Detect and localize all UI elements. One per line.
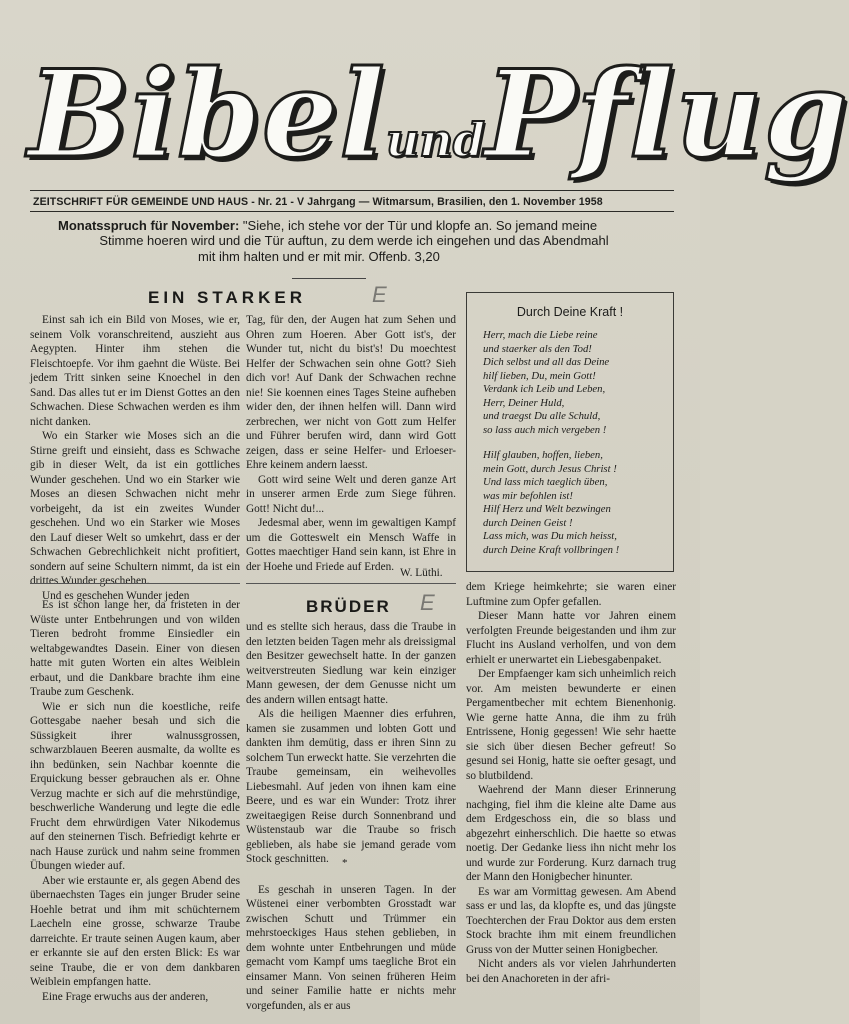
article-title-brueder: BRÜDER: [306, 597, 391, 616]
poem-line: Hilf glauben, hoffen, lieben,: [483, 449, 603, 461]
paragraph: Wo ein Starker wie Moses sich an die Stirne greift und einsieht, dass es Schwache gib in dieser Welt, da ist ein gottliches Wunder geschehen. Und wo ein Starker wie Moses an diesen Schwachen nicht mehr vorbeigeht, da ist ein zweites Wunder geschehen. Und wo ein Starker wie Moses den Lauf dieser Welt so umkehrt, dass er der Schwachen Gebrechlichkeit nicht profitiert, sondern auf seine Schultern nimmt, da ist ein drittes Wunder geschehen.: [30, 430, 240, 587]
title-bibel: Bibel: [28, 44, 386, 185]
article1-column2: [246, 313, 456, 574]
paragraph: Waehrend der Mann dieser Erinnerung nachging, fiel ihm die kleine alte Dame aus dem Erdgeschoss ein, die so blass und abgezehrt einherschlich. Die haette so etwas noetig. Der Gedanke liess ihn nicht mehr los und wurde zur Forderung. Kurz darnach trug der Mann den Honigbecher hinunter.: [466, 784, 676, 883]
poem-line: Herr, mach die Liebe reine: [483, 329, 598, 341]
paragraph: Einst sah ich ein Bild von Moses, wie er, seinem Volk voranschreitend, auszieht aus Aegypten. Hinter ihm stehen die Fleischtoepfe. Vor ihm gaehnt die Wüste. Bei jedem Tritt sinken seine Knoechel in den Sand. Das alles tut er im Dienst Gottes an den Schwachen. Diese Schwachen werden es ihm nicht danken.: [30, 314, 240, 428]
title-pflug: Pflug: [484, 44, 849, 185]
paragraph: Jedesmal aber, wenn im gewaltigen Kampf um die Gotteswelt ein Mensch Waffe in Gottes maechtiger Hand sein kann, ist Ehre in der Hoehe und Friede auf Erden.: [246, 517, 456, 573]
paragraph: Es war am Vormittag gewesen. Am Abend sass er und las, da klopfte es, und das jüngste Toechterchen der Frau Doktor aus dem ersten Stock brachte ihm mit einem freundlichen Gruss von der Mutter seinen Honigbecher.: [466, 885, 676, 956]
motto-line3: mit ihm halten und er mit mir. Offenb. 3,20: [198, 249, 440, 264]
paragraph: Gott wird seine Welt und deren ganze Art in unserer armen Erde zum Siege führen. Gott! Nicht du!...: [246, 473, 456, 515]
top-rule: [30, 190, 674, 191]
motto-divider: [292, 278, 366, 279]
paragraph: und es stellte sich heraus, dass die Traube in den letzten beiden Tagen mehr als dreissigmal den Besitzer gewechselt hatte. In der ganzen weitverstreuten Siedlung war kein einziger Mann gewesen, der dem Genusse nicht um des andern willen entsagt hatte.: [246, 621, 456, 706]
paragraph: Eine Frage erwuchs aus der anderen,: [42, 990, 209, 1003]
subtitle-rule: [30, 211, 674, 212]
motto-line1: "Siehe, ich stehe vor der Tür und klopfe an. So jemand meine: [239, 218, 598, 233]
masthead: [28, 40, 849, 190]
poem-line: Verdank ich Leib und Leben,: [483, 383, 606, 395]
poem-text: [483, 329, 668, 557]
column-rule: [246, 583, 456, 584]
article2-column3: [466, 580, 676, 986]
poem-line: Und lass mich taeglich üben,: [483, 476, 608, 488]
paragraph: Dieser Mann hatte vor Jahren einem verfolgten Freunde beigestanden und ihm zur Flucht ins Ausland verholfen, und von dem erhielt er unerwartet ein Liebesgabenpaket.: [466, 610, 676, 666]
motto-line2: Stimme hoeren wird und die Tür auftun, zu dem werde ich eingehen und das Abendmahl: [99, 233, 609, 248]
poem-line: so lass auch mich vergeben !: [483, 423, 607, 436]
paragraph: Wie er sich nun die koestliche, reife Gottesgabe naeher besah und sich die Süssigkeit ihrer walnussgrossen, schwarzblauen Beeren ausmalte, da wollte es ihn bedünken, sein Nachbar koennte die Erquickung besser gebrauchen als er. Ohne Verzug machte er sich auf die mehrstündige, beschwerliche Wanderung und legte die edle Frucht dem ehrwürdigen Vater Nikodemus auf den steinernen Tisch. Befriedigt kehrte er nach Hause zurück und nahm seine frommen Übungen wieder auf.: [30, 700, 240, 872]
handwritten-mark: E: [420, 590, 435, 615]
article2-column1: [30, 598, 240, 1004]
poem-line: und staerker als den Tod!: [483, 342, 592, 355]
poem-line: Dich selbst und all das Deine: [483, 356, 610, 368]
poem-line: was mir befohlen ist!: [483, 489, 573, 502]
article-title-ein-starker: EIN STARKER: [148, 288, 306, 307]
poem-line: durch Deine Kraft vollbringen !: [483, 543, 620, 556]
paragraph: Es ist schon lange her, da fristeten in der Wüste unter Entbehrungen und von wilden Tieren bedroht fromme Einsiedler ein weltabgewandtes Dasein. Einer von diesen hatte mit guten Worten ein altes Weiblein erbaut, und die Dankbare brachte ihm eine Traube zum Geschenk.: [30, 599, 240, 698]
paragraph: Als die heiligen Maenner dies erfuhren, kamen sie zusammen und lobten Gott und dankten ihm demütig, dass er ihren Sinn zu solchem Tun erweckt hatte. Sie verzehrten die Traube gemeinsam, ein weihevolles Liebesmahl. Auf jeden von ihnen kam eine Beere, und es war ein Wunder: Trotz ihrer zweitaegigen Reise durch Sonnenbrand und Wüstenstaub war die Traube so frisch geblieben, als habe sie jemand gerade vom Stock geschnitten.: [246, 708, 456, 865]
paragraph: Und es geschehen Wunder jeden: [42, 589, 190, 602]
article1-column1: [30, 313, 240, 603]
masthead-subtitle: ZEITSCHRIFT FÜR GEMEINDE UND HAUS - Nr. 21 - V Jahrgang — Witmarsum, Brasilien, den 1. November 1958: [33, 196, 603, 208]
section-star: *: [342, 857, 348, 869]
paragraph: dem Kriege heimkehrte; sie waren einer Luftmine zum Opfer gefallen.: [466, 581, 676, 608]
paragraph: Es geschah in unseren Tagen. In der Wüstenei einer verbombten Grosstadt war zwischen Schutt und Trümmer ein mehrstoeckiges Haus stehen geblieben, in dem wohnte unter Entbehrungen und müde gemacht vom Kampf ums taegliche Brot ein einsamer Mann. Von seinen früheren Heim und seiner Familie hatte er nichts mehr vorgefunden, als er aus: [246, 883, 456, 1012]
poem-box: [466, 292, 674, 572]
paragraph: Der Empfaenger kam sich unheimlich reich vor. Am meisten bewunderte er einen Pergamentbecher mit echtem Bienenhonig. Wie gerne hatte Anna, die ihm zu früh Entrissene, Honig gegessen! Wie sehr haette sie sich über diesen Becher gefreut! So gesund sei Honig, hatte sie oefter gesagt, und so blutbildend.: [466, 668, 676, 782]
poem-line: hilf lieben, Du, mein Gott!: [483, 369, 596, 382]
poem-line: mein Gott, durch Jesus Christ !: [483, 462, 617, 475]
motto-label: Monatsspruch für November:: [58, 218, 240, 233]
poem-title: Durch Deine Kraft !: [516, 305, 624, 319]
poem-line: Lass mich, was Du mich heisst,: [483, 530, 617, 542]
poem-line: Hilf Herz und Welt bezwingen: [483, 503, 611, 515]
paragraph: Tag, für den, der Augen hat zum Sehen und Ohren zum Hoeren. Aber Gott ist's, der Wunder tut, nicht du bist's! Du moechtest Helfer der Schwachen sein ohne Gott? Sieh dich vor! Auf Dank der Schwachen rechne nie! Sie koennen eines Tages Steine aufheben wider den, der ihnen helfen will. Dann wird zerbrechen, wer nicht von Gott zum Helfer und Führer berufen wird, dann wird Gott zeigen, dass er seine Helfer- und Erloeser-Ehre keinem andern laesst.: [246, 314, 456, 471]
title-und: und: [385, 113, 485, 167]
article1-author: W. Lüthi.: [400, 567, 443, 579]
paragraph: Nicht anders als vor vielen Jahrhunderten bei den Anachoreten in der afri-: [466, 958, 676, 985]
monthly-motto: [58, 218, 658, 264]
handwritten-mark: E: [372, 282, 387, 307]
paragraph: Aber wie erstaunte er, als gegen Abend des übernaechsten Tages ein junger Bruder seine Hoehle betrat und ihm mit schüchternem Laecheln eine grosse, schwarze Traube darreichte. Er traute seinen Augen kaum, aber er erkannte sie auf den ersten Blick: Es war seine Traube, die er von dem dankbaren Weiblein empfangen hatte.: [30, 874, 240, 988]
column-rule: [30, 583, 240, 584]
poem-line: Herr, Deiner Huld,: [483, 396, 565, 409]
article2-column2: [246, 620, 456, 1013]
poem-line: durch Deinen Geist !: [483, 516, 573, 529]
poem-line: und traegst Du alle Schuld,: [483, 410, 601, 422]
masthead-title: [28, 40, 849, 190]
